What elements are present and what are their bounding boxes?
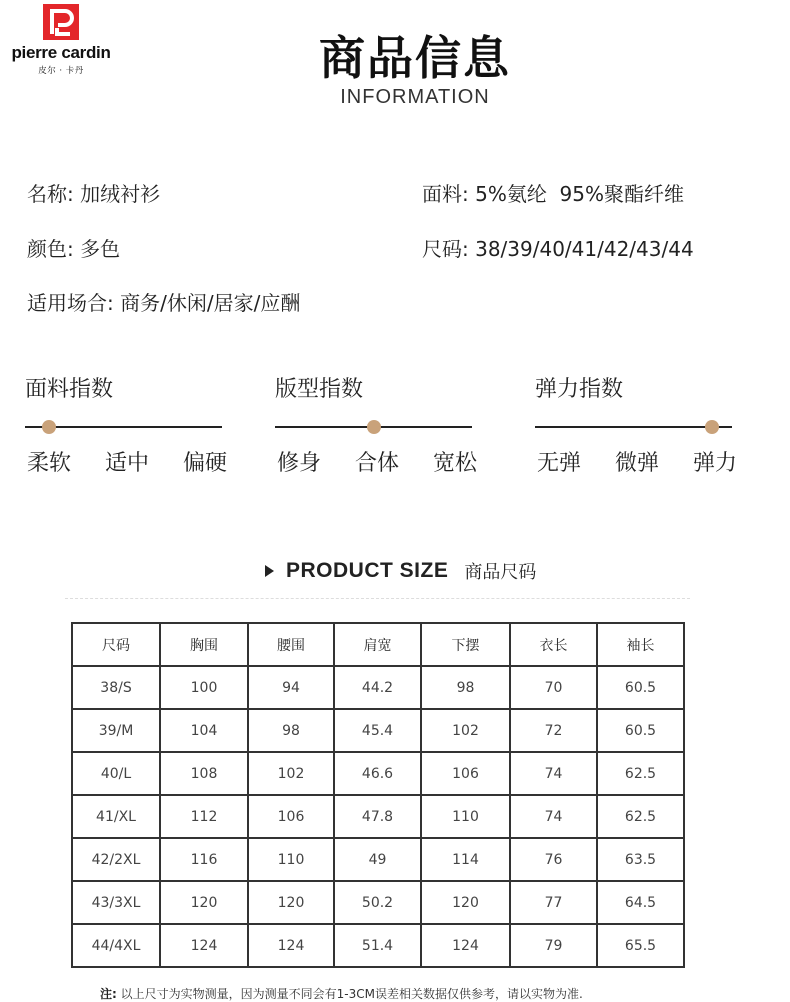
index-fabric-dot <box>42 420 56 434</box>
info-size-value: 38/39/40/41/42/43/44 <box>475 237 694 261</box>
table-cell: 110 <box>421 795 510 838</box>
info-fabric <box>422 178 684 207</box>
column-header: 尺码 <box>72 623 160 666</box>
table-cell: 114 <box>421 838 510 881</box>
table-cell: 47.8 <box>334 795 421 838</box>
size-table-header-row <box>72 623 684 666</box>
index-fit-labels <box>277 446 477 477</box>
table-cell: 124 <box>421 924 510 967</box>
column-header: 腰围 <box>248 623 334 666</box>
index-stretch-line <box>535 426 732 428</box>
index-fit-dot <box>367 420 381 434</box>
info-color-label: 颜色: <box>27 237 74 261</box>
product-size-heading <box>265 558 536 584</box>
table-cell: 40/L <box>72 752 160 795</box>
table-cell: 65.5 <box>597 924 684 967</box>
index-stretch-label-mid: 微弹 <box>614 451 659 476</box>
index-fabric-title: 面料指数 <box>25 377 114 402</box>
table-cell: 39/M <box>72 709 160 752</box>
product-size-heading-cn: 商品尺码 <box>464 562 537 583</box>
note-label: 注: <box>100 987 117 1001</box>
column-header: 衣长 <box>510 623 597 666</box>
table-cell: 70 <box>510 666 597 709</box>
measurement-note <box>100 985 583 1002</box>
index-stretch-label-low: 无弹 <box>537 451 582 476</box>
table-cell: 79 <box>510 924 597 967</box>
index-stretch-dot <box>705 420 719 434</box>
info-fabric-value: 5%氨纶 95%聚酯纤维 <box>475 182 685 206</box>
table-cell: 110 <box>248 838 334 881</box>
index-fit-label-mid: 合体 <box>354 451 399 476</box>
note-text: 以上尺寸为实物测量，因为测量不同会有1-3CM误差相关数据仅供参考，请以实物为准. <box>120 987 583 1001</box>
table-cell: 74 <box>510 752 597 795</box>
index-fit-title: 版型指数 <box>275 377 364 402</box>
table-row <box>72 838 684 881</box>
column-header: 下摆 <box>421 623 510 666</box>
table-row <box>72 881 684 924</box>
index-fabric-label-mid: 适中 <box>104 451 149 476</box>
table-cell: 50.2 <box>334 881 421 924</box>
table-cell: 112 <box>160 795 248 838</box>
info-occasion-value: 商务/休闲/居家/应酬 <box>120 291 301 315</box>
table-cell: 42/2XL <box>72 838 160 881</box>
info-size <box>422 233 694 262</box>
column-header: 袖长 <box>597 623 684 666</box>
table-cell: 106 <box>248 795 334 838</box>
brand-name: pierre cardin <box>11 43 111 62</box>
divider <box>65 598 690 599</box>
table-cell: 44/4XL <box>72 924 160 967</box>
table-cell: 102 <box>248 752 334 795</box>
table-cell: 46.6 <box>334 752 421 795</box>
index-fit-label-low: 修身 <box>277 451 322 476</box>
table-cell: 124 <box>248 924 334 967</box>
page-title: 商品信息 <box>319 31 511 85</box>
table-cell: 106 <box>421 752 510 795</box>
info-color-value: 多色 <box>80 237 121 261</box>
size-table <box>71 622 685 968</box>
table-cell: 41/XL <box>72 795 160 838</box>
table-cell: 100 <box>160 666 248 709</box>
table-cell: 104 <box>160 709 248 752</box>
table-cell: 94 <box>248 666 334 709</box>
table-cell: 102 <box>421 709 510 752</box>
table-cell: 98 <box>421 666 510 709</box>
table-cell: 74 <box>510 795 597 838</box>
table-cell: 49 <box>334 838 421 881</box>
table-cell: 45.4 <box>334 709 421 752</box>
table-cell: 60.5 <box>597 709 684 752</box>
table-cell: 62.5 <box>597 752 684 795</box>
table-cell: 77 <box>510 881 597 924</box>
column-header: 胸围 <box>160 623 248 666</box>
table-row <box>72 795 684 838</box>
product-size-heading-en: PRODUCT SIZE <box>286 559 449 582</box>
table-cell: 120 <box>160 881 248 924</box>
column-header: 肩宽 <box>334 623 421 666</box>
info-size-label: 尺码: <box>422 237 469 261</box>
table-cell: 108 <box>160 752 248 795</box>
table-cell: 60.5 <box>597 666 684 709</box>
table-cell: 63.5 <box>597 838 684 881</box>
table-cell: 116 <box>160 838 248 881</box>
index-fabric-label-low: 柔软 <box>27 451 72 476</box>
table-cell: 120 <box>421 881 510 924</box>
table-cell: 98 <box>248 709 334 752</box>
brand-name-cn: 皮尔 · 卡丹 <box>38 66 84 76</box>
table-cell: 120 <box>248 881 334 924</box>
info-name <box>27 178 160 207</box>
info-color <box>27 233 120 262</box>
table-row <box>72 709 684 752</box>
info-fabric-label: 面料: <box>422 182 469 206</box>
info-occasion-label: 适用场合: <box>27 291 114 315</box>
info-occasion <box>27 287 300 316</box>
table-cell: 38/S <box>72 666 160 709</box>
table-cell: 64.5 <box>597 881 684 924</box>
table-row <box>72 666 684 709</box>
table-cell: 51.4 <box>334 924 421 967</box>
table-row <box>72 752 684 795</box>
page-subtitle: INFORMATION <box>340 86 490 108</box>
index-fabric-label-high: 偏硬 <box>182 451 227 476</box>
info-name-value: 加绒衬衫 <box>80 182 161 206</box>
table-cell: 72 <box>510 709 597 752</box>
table-cell: 43/3XL <box>72 881 160 924</box>
table-cell: 124 <box>160 924 248 967</box>
index-stretch-label-high: 弹力 <box>692 451 737 476</box>
table-cell: 62.5 <box>597 795 684 838</box>
index-fabric-labels <box>27 446 227 477</box>
table-cell: 44.2 <box>334 666 421 709</box>
index-stretch-labels <box>537 446 737 477</box>
table-row <box>72 924 684 967</box>
index-stretch-title: 弹力指数 <box>535 377 624 402</box>
table-cell: 76 <box>510 838 597 881</box>
triangle-arrow-icon <box>265 565 274 577</box>
info-name-label: 名称: <box>27 182 74 206</box>
index-fit-label-high: 宽松 <box>432 451 477 476</box>
